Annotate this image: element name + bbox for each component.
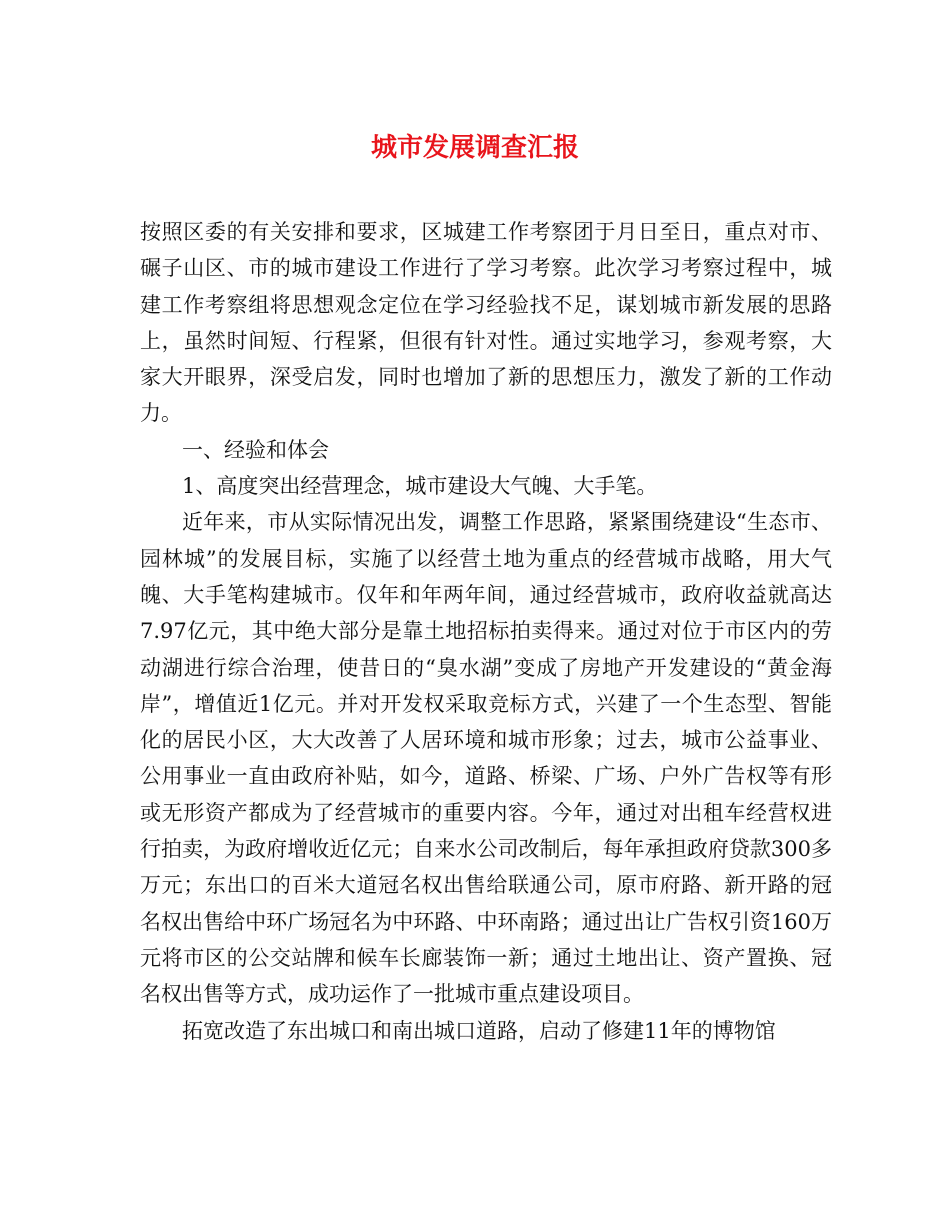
- section-heading: 一、经验和体会: [182, 437, 329, 462]
- intro-paragraph: 按照区委的有关安排和要求，区城建工作考察团于月日至日，重点对市、碾子山区、市的城市建设工作进行了学习考察。此次学习考察过程中，城建工作考察组将思想观念定位在学习经验找不足，谋划城市新发展的思路上，虽然时间短、行程紧，但很有针对性。通过实地学习，参观考察，大家大开眼界，深受启发，同时也增加了新的思想压力，激发了新的工作动力。: [140, 220, 832, 426]
- body-paragraph: 拓宽改造了东出城口和南出城口道路，启动了修建11年的博物馆: [182, 1018, 776, 1043]
- body-paragraph: 近年来，市从实际情况出发，调整工作思路，紧紧围绕建设“生态市、园林城”的发展目标，实施了以经营土地为重点的经营城市战略，用大气魄、大手笔构建城市。仅年和年两年间，通过经营城市，政府收益就高达7.97亿元，其中绝大部分是靠土地招标拍卖得来。通过对位于市区内的劳动湖进行综合治理，使昔日的“臭水湖”变成了房地产开发建设的“黄金海岸”，增值近1亿元。并对开发权采取竞标方式，兴建了一个生态型、智能化的居民小区，大大改善了人居环境和城市形象；过去，城市公益事业、公用事业一直由政府补贴，如今，道路、桥梁、广场、户外广告权等有形或无形资产都成为了经营城市的重要内容。今年，通过对出租车经营权进行拍卖，为政府增收近亿元；自来水公司改制后，每年承担政府贷款300多万元；东出口的百米大道冠名权出售给联通公司，原市府路、新开路的冠名权出售给中环广场冠名为中环路、中环南路；通过出让广告权引资160万元将市区的公交站牌和候车长廊装饰一新；通过土地出让、资产置换、冠名权出售等方式，成功运作了一批城市重点建设项目。: [140, 510, 832, 1007]
- document-body: [140, 214, 832, 1049]
- subsection-heading: 1、高度突出经营理念，城市建设大气魄、大手笔。: [182, 474, 658, 499]
- document-title: 城市发展调查汇报: [370, 133, 579, 163]
